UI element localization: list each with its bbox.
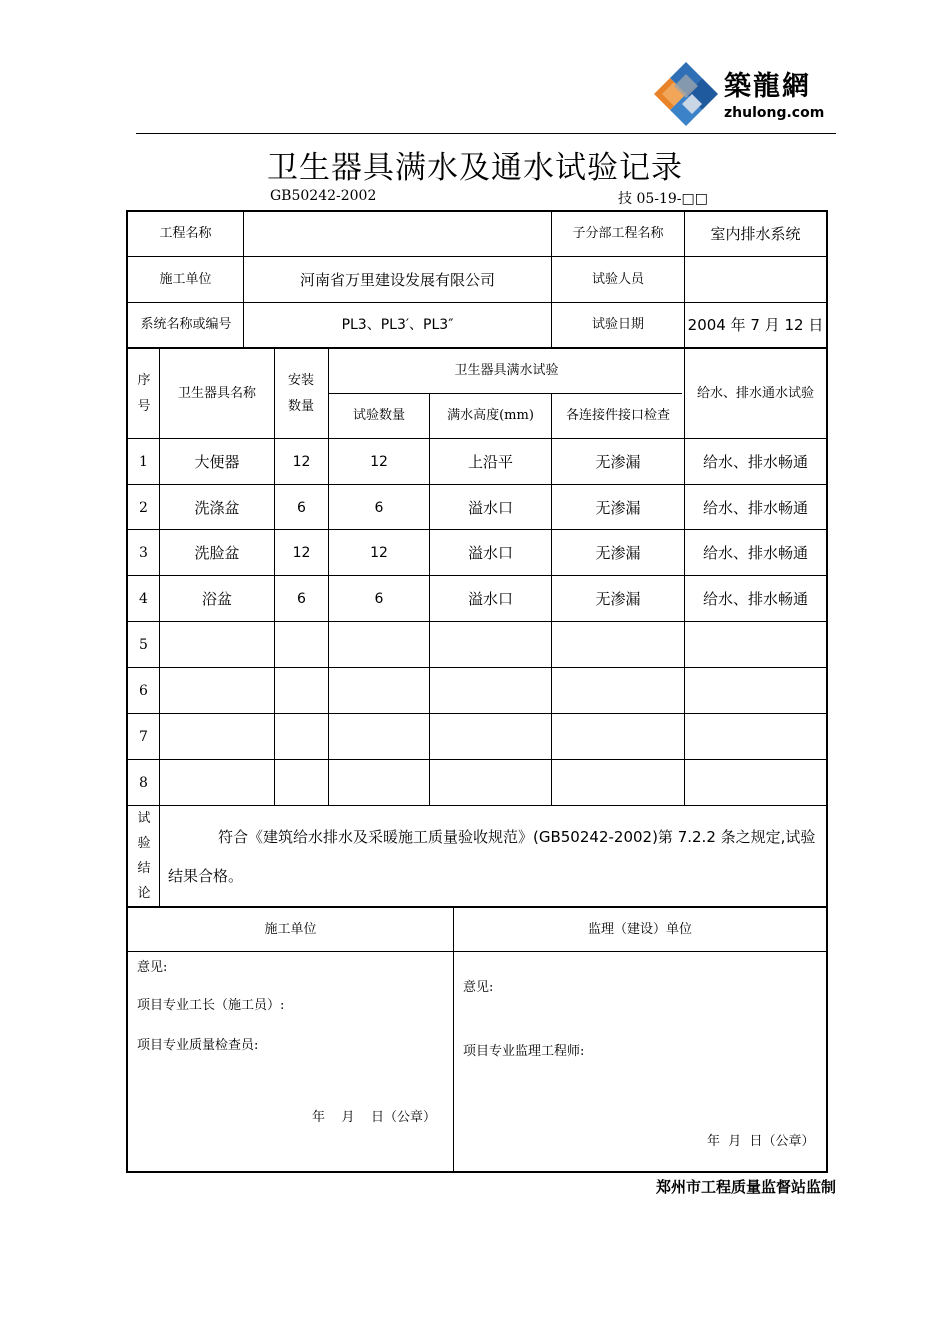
cell-installed <box>275 668 328 713</box>
cell-joint-check: 无渗漏 <box>595 498 641 517</box>
cell-test-qty <box>329 760 429 805</box>
header-full-water-group: 卫生器具满水试验 <box>454 363 559 378</box>
cell-joint-check: 无渗漏 <box>595 589 641 608</box>
cell-joint-check: 无渗漏 <box>595 543 641 562</box>
cell-flow-test <box>685 668 826 713</box>
cell-test-qty: 12 <box>370 544 388 561</box>
cell-test-qty: 6 <box>374 499 384 516</box>
cell-seq: 8 <box>139 774 148 791</box>
cell-seq: 2 <box>139 499 148 516</box>
tester-label: 试验人员 <box>591 271 644 287</box>
cell-seq: 5 <box>139 636 148 653</box>
header-installed: 安装数量 <box>287 372 314 414</box>
cell-installed: 12 <box>292 453 311 470</box>
cell-installed: 6 <box>297 499 306 516</box>
cell-flow-test: 给水、排水畅通 <box>702 452 808 471</box>
system-label: 系统名称或编号 <box>140 317 232 332</box>
cell-installed <box>275 622 328 667</box>
cell-flow-test <box>685 760 826 805</box>
contractor-opinion: 意见: <box>137 960 168 975</box>
cell-seq: 4 <box>139 590 148 607</box>
supervisor-sign-header: 监理（建设）单位 <box>587 921 692 937</box>
footer-issuer: 郑州市工程质量监督站监制 <box>655 1178 836 1196</box>
cell-water-height <box>430 622 551 667</box>
form-code: 技 05-19-□□ <box>618 191 708 207</box>
cell-fixture: 浴盆 <box>201 589 232 608</box>
cell-flow-test <box>685 622 826 667</box>
project-name-label: 工程名称 <box>159 226 212 241</box>
cell-test-qty <box>329 714 429 759</box>
header-flow-test: 给水、排水通水试验 <box>696 385 814 401</box>
cell-joint-check <box>552 760 684 805</box>
contractor-sign-header: 施工单位 <box>264 921 317 937</box>
cell-fixture <box>160 622 274 667</box>
header-seq: 序号 <box>137 372 151 414</box>
test-date-label: 试验日期 <box>591 317 644 332</box>
sub-project-value: 室内排水系统 <box>710 225 801 243</box>
test-date-value: 2004 年 7 月 12 日 <box>687 316 824 334</box>
cell-installed <box>275 714 328 759</box>
cell-joint-check: 无渗漏 <box>595 452 641 471</box>
cell-installed: 12 <box>292 544 311 561</box>
cell-installed <box>275 760 328 805</box>
cell-water-height: 溢水口 <box>467 498 513 517</box>
zhulong-logo <box>652 60 837 130</box>
supervisor-date: 年 月 日（公章） <box>707 1134 815 1149</box>
cell-fixture: 洗涤盆 <box>194 498 240 517</box>
cell-seq: 1 <box>139 453 148 470</box>
header-fixture: 卫生器具名称 <box>177 385 256 401</box>
cell-joint-check <box>552 714 684 759</box>
page-title: 卫生器具满水及通水试验记录 <box>267 150 683 186</box>
cell-flow-test: 给水、排水畅通 <box>702 498 808 517</box>
cell-seq: 7 <box>139 728 148 745</box>
header-test-qty: 试验数量 <box>352 408 405 423</box>
system-value: PL3、PL3′、PL3″ <box>341 317 454 333</box>
cell-joint-check <box>552 668 684 713</box>
cell-water-height: 溢水口 <box>467 589 513 608</box>
cell-seq: 3 <box>139 544 148 561</box>
contractor-date: 年 月 日（公章） <box>312 1110 437 1125</box>
cell-test-qty <box>329 668 429 713</box>
conclusion-text: 符合《建筑给水排水及采暖施工质量验收规范》(GB50242-2002)第 7.2.2 条之规定,试验结果合格。 <box>168 828 816 885</box>
record-form-table <box>126 210 828 1173</box>
cell-water-height: 上沿平 <box>467 452 513 471</box>
header-joint-check: 各连接件接口检查 <box>565 408 670 423</box>
cell-flow-test: 给水、排水畅通 <box>702 543 808 562</box>
supervisor-engineer: 项目专业监理工程师: <box>463 1044 585 1059</box>
contractor-value: 河南省万里建设发展有限公司 <box>299 270 495 289</box>
cell-fixture <box>160 714 274 759</box>
cell-fixture: 大便器 <box>194 452 240 471</box>
cell-fixture <box>160 668 274 713</box>
tester-value <box>685 257 826 302</box>
cell-test-qty: 12 <box>370 453 388 470</box>
cell-water-height <box>430 714 551 759</box>
cell-water-height <box>430 760 551 805</box>
diamond-logo-icon <box>652 60 720 128</box>
cell-test-qty <box>329 622 429 667</box>
standard-code: GB50242-2002 <box>270 188 377 204</box>
contractor-foreman: 项目专业工长（施工员）: <box>137 998 285 1013</box>
contractor-inspector: 项目专业质量检查员: <box>137 1038 259 1053</box>
cell-water-height <box>430 668 551 713</box>
conclusion-label: 试验结论 <box>137 811 151 901</box>
cell-joint-check <box>552 622 684 667</box>
sub-project-label: 子分部工程名称 <box>572 226 664 241</box>
cell-flow-test: 给水、排水畅通 <box>702 589 808 608</box>
cell-test-qty: 6 <box>374 590 384 607</box>
cell-flow-test <box>685 714 826 759</box>
project-name-value <box>244 212 551 256</box>
logo-name: 築龍網 <box>724 71 811 102</box>
cell-fixture <box>160 760 274 805</box>
cell-seq: 6 <box>139 682 148 699</box>
cell-water-height: 溢水口 <box>467 543 513 562</box>
logo-url: zhulong.com <box>724 105 825 121</box>
header-water-height: 满水高度(mm) <box>447 408 534 423</box>
contractor-label: 施工单位 <box>159 271 212 287</box>
header-rule <box>136 133 836 134</box>
cell-fixture: 洗脸盆 <box>194 543 240 562</box>
cell-installed: 6 <box>297 590 306 607</box>
supervisor-opinion: 意见: <box>463 980 494 995</box>
